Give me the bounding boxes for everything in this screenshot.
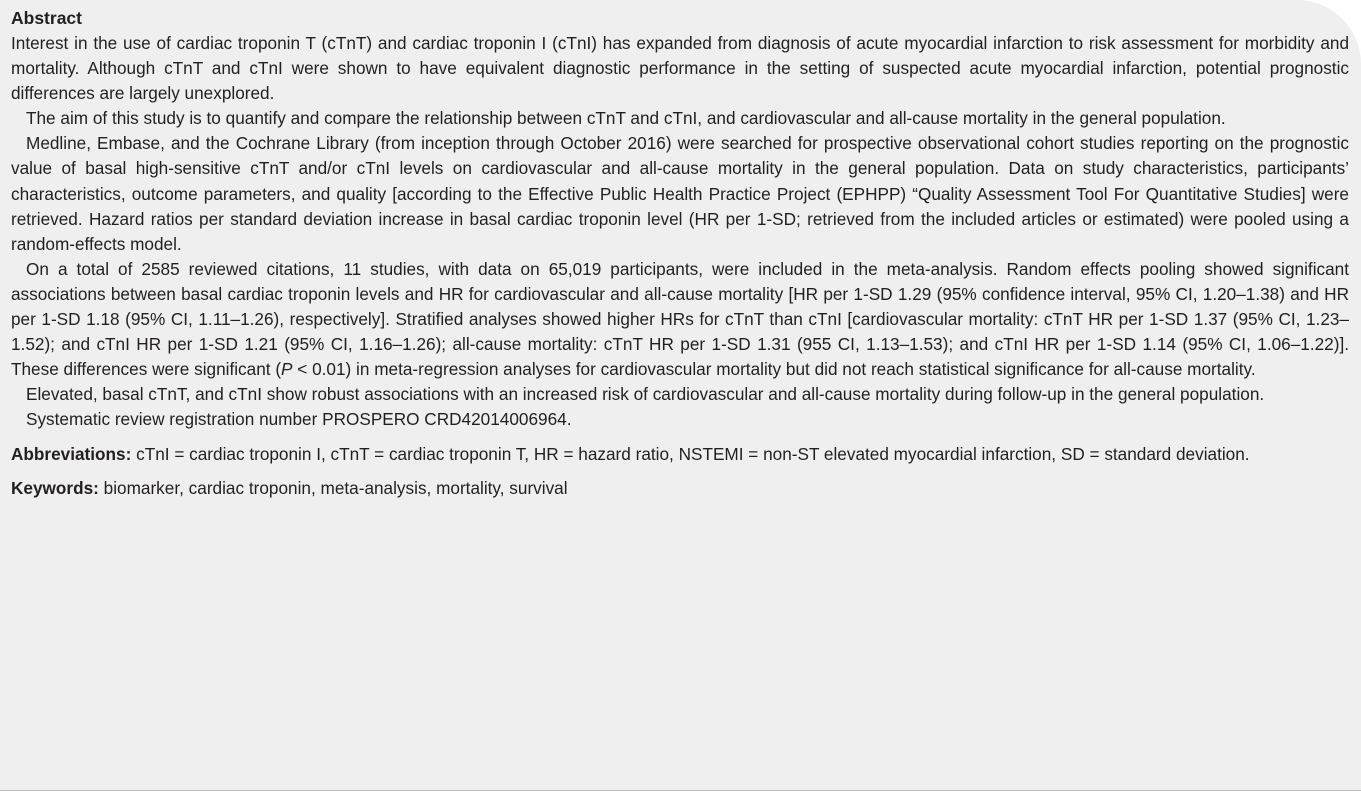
results-paragraph: [11, 257, 1349, 382]
keywords-line: [11, 476, 1349, 501]
p-value-symbol: P: [281, 359, 293, 380]
abbreviations-label: Abbreviations:: [11, 443, 132, 464]
abbreviations-text: cTnI = cardiac troponin I, cTnT = cardiac troponin T, HR = hazard ratio, NSTEMI = non-ST elevated myocardial infarction, SD = standard deviation.: [131, 443, 1250, 464]
results-text-after: < 0.01) in meta-regression analyses for cardiovascular mortality but did not reach statistical significance for all-cause mortality.: [292, 359, 1256, 380]
abstract-heading: Abstract: [11, 8, 82, 28]
methods-paragraph: Medline, Embase, and the Cochrane Library (from inception through October 2016) were searched for prospective observational cohort studies reporting on the prognostic value of basal high-sensitive cTnT and/or cTnI levels on cardiovascular and all-cause mortality in the general population. Data on study characteristics, participants’ characteristics, outcome parameters, and quality [according to the Effective Public Health Practice Project (EPHPP) “Quality Assessment Tool For Quantitative Studies] were retrieved. Hazard ratios per standard deviation increase in basal cardiac troponin level (HR per 1-SD; retrieved from the included articles or estimated) were pooled using a random-effects model.: [11, 133, 1349, 254]
abbreviations-line: [11, 442, 1349, 467]
objective-paragraph: The aim of this study is to quantify and compare the relationship between cTnT and cTnI, and cardiovascular and all-cause mortality in the general population.: [26, 108, 1226, 129]
results-text-before: On a total of 2585 reviewed citations, 11 studies, with data on 65,019 participants, were included in the meta-analysis. Random effects pooling showed significant associations between basal cardiac troponin levels and HR for cardiovascular and all-cause mortality [HR per 1-SD 1.29 (95% confidence interval, 95% CI, 1.20–1.38) and HR per 1-SD 1.18 (95% CI, 1.11–1.26), respectively]. Stratified analyses showed higher HRs for cTnT than cTnI [cardiovascular mortality: cTnT HR per 1-SD 1.37 (95% CI, 1.23–1.52); and cTnI HR per 1-SD 1.21 (95% CI, 1.16–1.26); all-cause mortality: cTnT HR per 1-SD 1.31 (955 CI, 1.13–1.53); and cTnI HR per 1-SD 1.14 (95% CI, 1.06–1.22)]. These differences were significant (: [11, 258, 1349, 380]
conclusion-paragraph: Elevated, basal cTnT, and cTnI show robust associations with an increased risk of cardiovascular and all-cause mortality during follow-up in the general population.: [26, 384, 1265, 405]
registration-paragraph: Systematic review registration number PROSPERO CRD42014006964.: [26, 409, 572, 430]
keywords-label: Keywords:: [11, 477, 99, 498]
background-paragraph: Interest in the use of cardiac troponin T (cTnT) and cardiac troponin I (cTnI) has expanded from diagnosis of acute myocardial infarction to risk assessment for morbidity and mortality. Although cTnT and cTnI were shown to have equivalent diagnostic performance in the setting of suspected acute myocardial infarction, potential prognostic differences are largely unexplored.: [11, 33, 1349, 104]
keywords-text: biomarker, cardiac troponin, meta-analysis, mortality, survival: [98, 477, 568, 498]
